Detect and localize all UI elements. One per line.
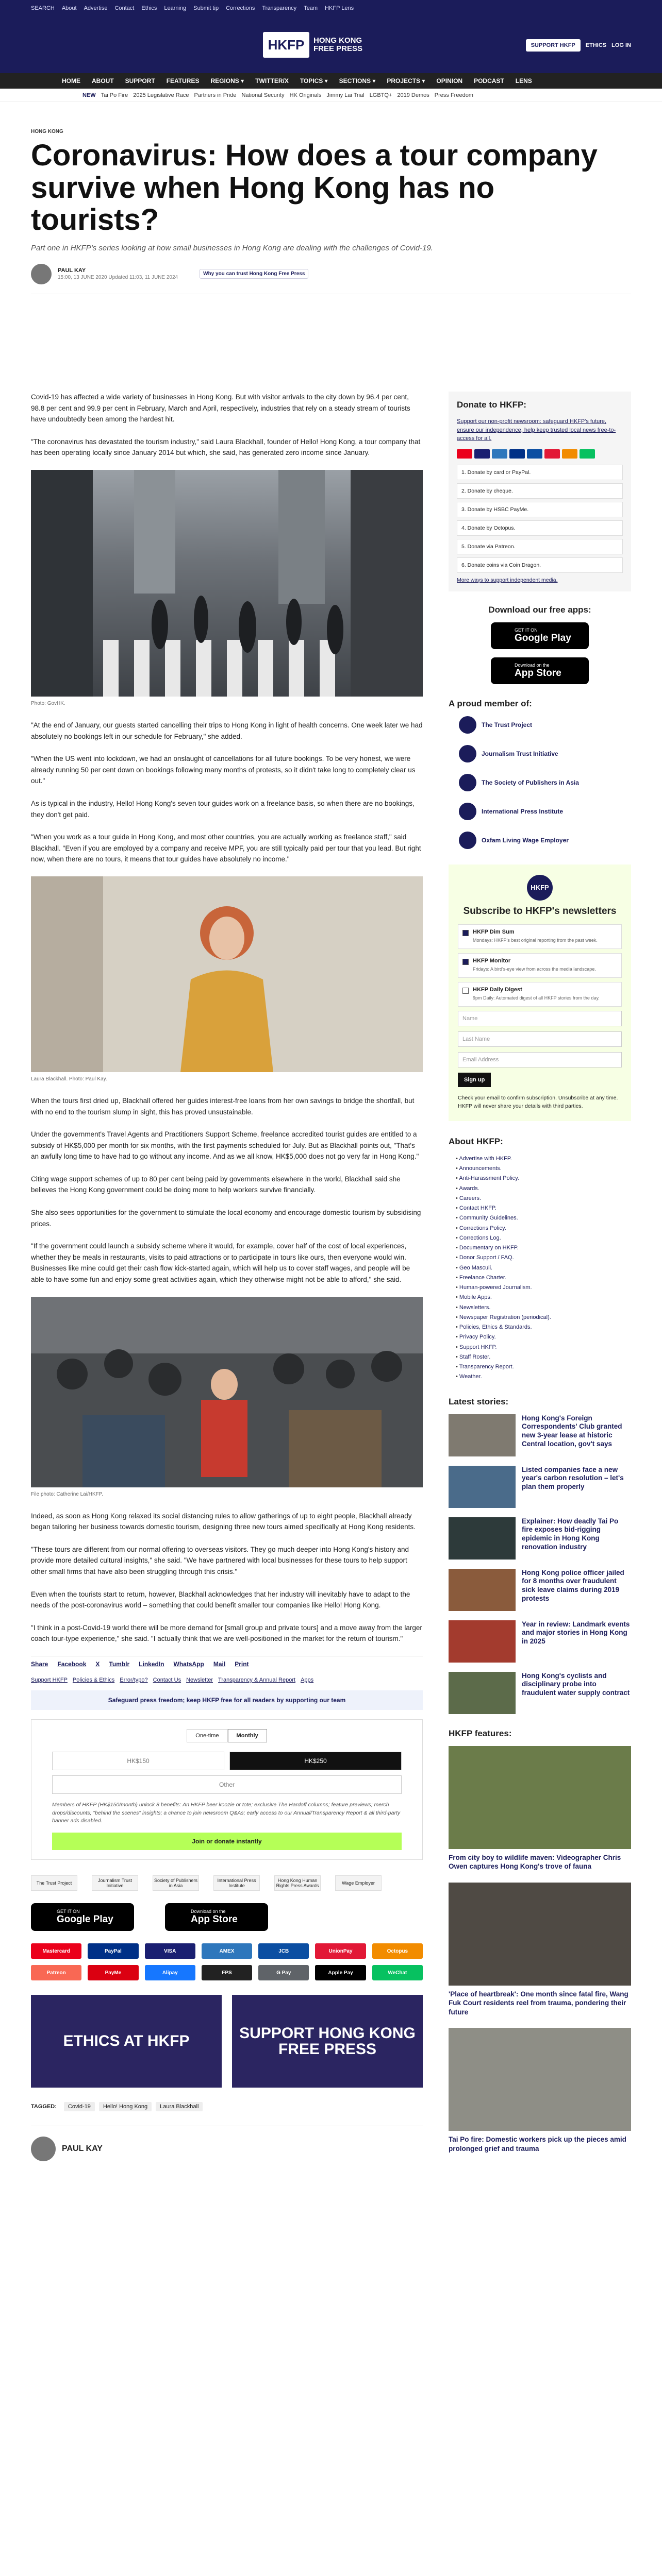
tag-label: TAGGED: [31,2104,57,2110]
photo-illustration [31,470,423,697]
share-tumblr[interactable]: Tumblr [109,1660,130,1668]
newsletter-title: Subscribe to HKFP's newsletters [463,905,617,917]
org-logo-icon [459,832,476,849]
story-thumbnail[interactable] [449,1569,516,1611]
org-logo-icon [459,774,476,791]
donate-text[interactable]: Support our non-profit newsroom: safeguard HKFP's future, ensure our independence, help keep trusted local news free-to-access for all. [457,418,616,442]
about-link[interactable]: • Corrections Log. [456,1233,631,1243]
story-title[interactable]: Hong Kong police officer jailed for 8 months over fraudulent sick leave claims during 2019 protests [522,1568,624,1603]
footer-link[interactable]: Error/typo? [120,1676,148,1683]
newsletter-desc: Fridays: A bird's-eye view from across the media landscape. [473,967,596,972]
share-whatsapp[interactable]: WhatsApp [173,1660,204,1668]
paragraph: "These tours are different from our normal offering to overseas visitors. They go much deeper into Hong Kong's history and provide more detailed cultural insights," she said. "We have partnered with local businesses for these tours to help support other small firms that have also been struggling through this crisis." [31,1545,409,1575]
about-link[interactable]: • Weather. [456,1372,631,1382]
crowd-photo [31,1297,423,1487]
nav-item[interactable]: TOPICS ▾ [300,77,328,84]
newsletter-name: HKFP Monitor [473,958,511,964]
app-store-buttons [31,1903,423,1931]
trust-link[interactable]: Why you can trust Hong Kong Free Press [200,269,308,279]
author-box-name[interactable]: PAUL KAY [62,2144,103,2154]
safeguard-banner[interactable]: Safeguard press freedom; keep HKFP free for all readers by supporting our team [31,1690,423,1710]
checkbox[interactable] [462,959,469,965]
card-logos [457,449,623,459]
about-link[interactable]: • Geo Masculi. [456,1263,631,1273]
story-title[interactable]: Listed companies face a new year's carbon resolution – let's plan them properly [522,1465,624,1491]
newsletter-name: HKFP Dim Sum [473,929,515,936]
story-thumbnail[interactable] [449,1620,516,1663]
donation-widget [31,1719,423,1860]
promo-banners [31,1995,423,2088]
payment-logo-icon: AMEX [202,1943,252,1959]
payment-logo-icon: G Pay [258,1965,309,1980]
nav-item[interactable]: HOME [62,77,80,84]
topbar-link[interactable]: Corrections [226,5,255,11]
share-facebook[interactable]: Facebook [57,1660,87,1668]
tag[interactable]: Hello! Hong Kong [99,2102,152,2111]
payment-logo-icon: JCB [258,1943,309,1959]
store-small: Download on the [515,662,550,668]
member-org[interactable] [459,745,631,762]
trending-item[interactable]: Partners in Pride [194,92,237,98]
checkbox[interactable] [462,988,469,994]
nav-item[interactable]: ABOUT [92,77,114,84]
membership-benefits: Members of HKFP (HK$150/month) unlock 8 benefits: An HKFP beer koozie or tote; exclusive The Hardoff columns; feature previews; merch drops/discounts; "behind the scenes" insights; a chance to join newsroom Q&As; early access to our Annual/Transparency Report & all third-party banner ads disabled. [52,1801,401,1824]
footer-link[interactable]: Support HKFP [31,1676,68,1683]
topbar-link[interactable]: Advertise [84,5,108,11]
paragraph: Even when the tourists start to return, however, Blackhall acknowledges that her industry will inevitably have to adapt to the needs of the post-coronavirus world – something that could benefit smaller tour companies like Hello! Hong Kong. [31,1590,410,1609]
feature-thumbnail[interactable] [449,1883,631,1986]
ethics-link[interactable]: ETHICS [585,42,607,48]
story-item[interactable] [449,1517,631,1560]
badge[interactable]: Journalism Trust Initiative [92,1875,138,1891]
google-play-button[interactable] [491,622,589,649]
story-item[interactable] [449,1672,631,1714]
share-label: Share [31,1660,48,1668]
topbar-link[interactable]: Team [304,5,318,11]
visa-icon [474,449,490,459]
nav-item[interactable]: PROJECTS ▾ [387,77,425,84]
trending-item[interactable]: 2019 Demos [397,92,429,98]
amount-option-other[interactable]: Other [52,1775,402,1794]
payment-logo-icon: Mastercard [31,1943,81,1959]
topbar-link[interactable]: Transparency [262,5,297,11]
features-list [449,1746,631,2154]
donate-option[interactable]: 2. Donate by cheque. [457,483,623,499]
newsletter-desc: 9pm Daily: Automated digest of all HKFP stories from the day. [473,995,600,1001]
story-thumbnail[interactable] [449,1517,516,1560]
wechat-icon [580,449,595,459]
story-title[interactable]: Explainer: How deadly Tai Po fire exposes bid-rigging epidemic in Hong Kong renovation industry [522,1517,619,1551]
nav-item[interactable]: SECTIONS ▾ [339,77,376,84]
one-time-tab[interactable]: One-time [187,1729,227,1742]
tag[interactable]: Covid-19 [64,2102,95,2111]
about-link[interactable]: • Advertise with HKFP. [456,1154,631,1164]
footer-link[interactable]: Contact Us [153,1676,181,1683]
topbar-link[interactable]: Ethics [141,5,157,11]
newsletter-name: HKFP Daily Digest [473,987,522,993]
trending-item[interactable]: LGBTQ+ [369,92,392,98]
topbar-link[interactable]: Learning [164,5,187,11]
article-body [31,392,423,2161]
author-avatar [31,264,52,284]
payment-logo-icon: PayMe [88,1965,138,1980]
join-button[interactable]: Join or donate instantly [52,1833,402,1850]
badge[interactable]: International Press Institute [213,1875,260,1891]
newsletter-option[interactable] [458,953,622,978]
about-link[interactable]: • Freelance Charter. [456,1273,631,1283]
top-utility-bar [0,0,662,16]
footer-link[interactable]: Newsletter [186,1676,213,1683]
member-org-name: The Society of Publishers in Asia [482,778,579,786]
support-hkfp-button[interactable]: SUPPORT HKFP [526,39,581,52]
story-title[interactable]: Hong Kong's Foreign Correspondents' Club granted new 3-year lease at historic Central location, gov't says [522,1414,622,1448]
trending-label: NEW [82,92,96,98]
nav-item[interactable]: TWITTER/X [255,77,289,84]
about-link[interactable]: • Donor Support / FAQ. [456,1253,631,1263]
story-item[interactable] [449,1620,631,1663]
share-linkedin[interactable]: LinkedIn [139,1660,164,1668]
portrait-illustration [31,876,423,1072]
article-header [31,129,631,294]
footer-links [31,1677,423,1683]
nav-item[interactable]: PODCAST [474,77,504,84]
sidebar [449,392,631,2164]
nav-item[interactable]: SUPPORT [125,77,155,84]
membership-badges [31,1875,423,1891]
more-ways-link[interactable]: More ways to support independent media. [457,577,558,583]
paragraph: "When you work as a tour guide in Hong Kong, and most other countries, you are actually working as freelance staff," said Blackhall. "Even if you are employed by a company and receive MPF, you are still typically paid per tour that you lead. But right now, when there are no tours, it means that tour guides have absolutely no income." [31,833,421,863]
author-name[interactable]: PAUL KAY [58,267,86,274]
story-item[interactable] [449,1414,631,1456]
nav-item[interactable]: LENS [515,77,532,84]
org-logo-icon [459,803,476,820]
paragraph: Indeed, as soon as Hong Kong relaxed its social distancing rules to allow gatherings of up to eight people, Blackhall already began tailoring her business towards domestic tourism, designing three new tours aimed specifically at Hong Kong residents. [31,1512,416,1531]
mastercard-icon [457,449,472,459]
story-item[interactable] [449,1569,631,1611]
payment-logo-icon: VISA [145,1943,195,1959]
support-promo[interactable]: SUPPORT HONG KONG FREE PRESS [232,1995,423,2088]
newsletter-option[interactable] [458,924,622,949]
topbar-link[interactable]: Contact [114,5,135,11]
paragraph: "At the end of January, our guests started cancelling their trips to Hong Kong in light of health concerns. One week later we had absolutely no bookings left in our schedule for February," she added. [31,721,423,740]
footer-link[interactable]: Policies & Ethics [72,1676,115,1683]
story-title[interactable]: Hong Kong's cyclists and disciplinary probe into fraudulent water supply contract [522,1671,630,1697]
nav-item[interactable]: REGIONS ▾ [210,77,244,84]
ethics-promo[interactable]: ETHICS AT HKFP [31,1995,222,2088]
about-title: About HKFP: [449,1136,503,1146]
amex-icon [492,449,507,459]
badge[interactable]: Hong Kong Human Rights Press Awards [274,1875,321,1891]
jcb-icon [527,449,542,459]
badge[interactable]: The Trust Project [31,1875,77,1891]
trending-item[interactable]: Tai Po Fire [101,92,128,98]
logo-line2: FREE PRESS [313,44,363,53]
share-mail[interactable]: Mail [213,1660,226,1668]
member-org-name: Oxfam Living Wage Employer [482,836,569,844]
site-logo[interactable] [263,32,362,58]
trending-item[interactable]: Jimmy Lai Trial [326,92,365,98]
paragraph: Covid-19 has affected a wide variety of businesses in Hong Kong. But with visitor arrivals to the city down by 96.4 per cent, 98.8 per cent and 99.9 per cent in February, March and April, respectively, industries that rely on a steady stream of tourists have undoubtedly been among the hardest hit. [31,393,410,423]
store-big: Google Play [515,632,571,643]
logo-text [313,37,362,54]
paragraph: Under the government's Travel Agents and Practitioners Support Scheme, freelance accredited tourist guides are entitled to a subsidy of HK$5,000 per month for six months, with the first payments scheduled for July. But as Blackhall points out, "That's an awfully long time to have had to go without any income. And as we all know, HK$5,000 does not go very far in Hong Kong." [31,1130,419,1161]
about-link[interactable]: • Mobile Apps. [456,1293,631,1302]
site-header [0,16,662,73]
store-small: GET IT ON [57,1909,80,1914]
about-link[interactable]: • Human-powered Journalism. [456,1283,631,1293]
article-title: Coronavirus: How does a tour company survive when Hong Kong has no tourists? [31,139,598,237]
trending-item[interactable]: National Security [241,92,285,98]
paypal-icon [509,449,525,459]
store-big: Google Play [57,1914,113,1925]
app-store-button[interactable] [491,657,589,684]
about-list [456,1154,631,1382]
paragraph: "I think in a post-Covid-19 world there will be more demand for [small group and private tours] and a move away from the larger coach tour-type experience," she said. "I actually think that we are well-positioned in the market for the return of tourism." [31,1623,422,1643]
feature-thumbnail[interactable] [449,1746,631,1849]
newsletter-option[interactable] [458,982,622,1007]
paragraph: "When the US went into lockdown, we had an onslaught of cancellations for all future bookings. To be very honest, we were already running 50 per cent down on bookings following many months of protests, so it didn't take long to completely clear us out." [31,755,416,785]
story-item[interactable] [449,1466,631,1508]
member-org[interactable] [459,774,631,791]
member-org-name: Journalism Trust Initiative [482,750,558,757]
payment-logo-icon: FPS [202,1965,252,1980]
app-store-button[interactable] [165,1903,268,1931]
org-logo-icon [459,745,476,762]
paragraph: When the tours first dried up, Blackhall offered her guides interest-free loans from her own savings to bridge the shortfall, but with no end to the tourism slump in sight, this has proved unsustainable. [31,1096,415,1116]
footer-link[interactable]: Transparency & Annual Report [218,1676,296,1683]
breadcrumb[interactable]: HONG KONG [31,129,63,134]
feature-thumbnail[interactable] [449,2028,631,2131]
author-box [31,2126,423,2161]
member-title: A proud member of: [449,698,532,708]
byline [31,264,631,294]
payment-logo-icon: Octopus [372,1943,423,1959]
email-input[interactable]: Email Address [458,1052,622,1067]
about-link[interactable]: • Documentary on HKFP. [456,1243,631,1253]
payment-logos [31,1943,423,1980]
badge[interactable]: Society of Publishers in Asia [153,1875,199,1891]
octopus-icon [562,449,577,459]
story-thumbnail[interactable] [449,1466,516,1508]
share-x[interactable]: X [95,1660,100,1668]
store-small: Download on the [191,1909,226,1914]
main-nav [0,73,662,89]
donate-option[interactable]: 6. Donate coins via Coin Dragon. [457,557,623,573]
latest-stories [449,1414,631,1714]
header-actions [526,39,631,52]
article-dek: Part one in HKFP's series looking at how small businesses in Hong Kong are dealing with the challenges of Covid-19. [31,243,433,252]
about-link[interactable]: • Staff Roster. [456,1352,631,1362]
paragraph: Citing wage support schemes of up to 80 per cent being paid by governments elsewhere in the world, Blackhall said she believes the Hong Kong government could be doing more to help workers survive financially. [31,1175,401,1194]
newsletter-desc: Mondays: HKFP's best original reporting from the past week. [473,938,598,943]
payment-logo-icon: Patreon [31,1965,81,1980]
store-big: App Store [191,1914,238,1925]
frequency-toggle [52,1729,402,1742]
donate-option[interactable]: 3. Donate by HSBC PayMe. [457,502,623,517]
donate-option[interactable]: 1. Donate by card or PayPal. [457,465,623,480]
about-link[interactable]: • Support HKFP. [456,1343,631,1352]
about-link[interactable]: • Transparency Report. [456,1362,631,1372]
paragraph: She also sees opportunities for the government to stimulate the local economy and encourage domestic tourism by subsidising prices. [31,1209,421,1228]
about-link[interactable]: • Corrections Policy. [456,1224,631,1233]
laura-blackhall-photo [31,876,423,1072]
author-avatar [31,2137,56,2161]
amount-option-selected[interactable]: HK$250 [229,1752,402,1770]
nav-item[interactable]: FEATURES [166,77,200,84]
donate-card [449,392,631,591]
about-link[interactable]: • Newsletters. [456,1303,631,1313]
donate-option[interactable]: 5. Donate via Patreon. [457,539,623,554]
logo-line1: HONG KONG [313,36,362,45]
about-link[interactable]: • Community Guidelines. [456,1213,631,1223]
name-input[interactable]: Name [458,1011,622,1026]
payment-logo-icon: PayPal [88,1943,138,1959]
stories-title: Latest stories: [449,1396,509,1406]
photo-caption: Photo: GovHK. [31,700,65,706]
about-link[interactable]: • Awards. [456,1184,631,1194]
topbar-link[interactable]: HKFP Lens [325,5,354,11]
member-org-name: The Trust Project [482,721,533,728]
newsletter-note: Check your email to confirm subscription. Unsubscribe at any time. HKFP will never share your details with third parties. [458,1095,618,1110]
newsletter-signup [449,865,631,1121]
share-print[interactable]: Print [235,1660,249,1668]
about-link[interactable]: • Policies, Ethics & Standards. [456,1323,631,1332]
donate-option[interactable]: 4. Donate by Octopus. [457,520,623,536]
crowd-illustration [31,1297,423,1487]
story-thumbnail[interactable] [449,1414,516,1456]
amount-option[interactable]: HK$150 [52,1752,224,1770]
monthly-tab[interactable]: Monthly [228,1729,267,1742]
trending-bar [0,89,662,102]
about-link[interactable]: • Privacy Policy. [456,1332,631,1342]
store-small: GET IT ON [515,627,538,633]
story-thumbnail[interactable] [449,1672,516,1714]
paragraph: "The coronavirus has devastated the tourism industry," said Laura Blackhall, founder of Hello! Hong Kong, a tour company that has been operating locally since January 2014 but which, she said, has generated zero income since January. [31,437,421,457]
photo-caption: Laura Blackhall. Photo: Paul Kay. [31,1076,107,1082]
features-title: HKFP features: [449,1728,512,1738]
topbar-link[interactable]: Submit tip [193,5,219,11]
feature-title[interactable]: Tai Po fire: Domestic workers pick up the pieces amid prolonged grief and trauma [449,2136,626,2153]
about-link[interactable]: • Anti-Harassment Policy. [456,1174,631,1183]
checkbox[interactable] [462,930,469,936]
trending-item[interactable]: 2025 Legislative Race [133,92,189,98]
member-org[interactable] [459,716,631,734]
member-org-name: International Press Institute [482,807,564,815]
payment-logo-icon: UnionPay [315,1943,366,1959]
topbar-link[interactable]: About [61,5,77,11]
about-link[interactable]: • Announcements. [456,1164,631,1174]
newsletter-logo: HKFP [527,875,553,901]
member-org[interactable] [459,832,631,849]
member-org[interactable] [459,803,631,820]
tag[interactable]: Laura Blackhall [156,2102,203,2111]
tag-list [31,2102,423,2111]
member-list [459,716,631,849]
footer-link[interactable]: Apps [301,1676,314,1683]
payment-logo-icon: Apple Pay [315,1965,366,1980]
topbar-link[interactable]: SEARCH [31,5,55,11]
apps-title: Download our free apps: [488,604,591,615]
publish-dates: 15:00, 13 JUNE 2020 Updated 11:03, 11 JUNE 2024 [58,275,178,281]
paragraph: "If the government could launch a subsidy scheme where it would, for example, cover half of the cost of local experiences, whether they be meals in restaurants, visits to paid attractions or to participate in tours like ours, then everyone would win. Businesses like mine could get their cash flow kick-started again, which will help us to cover staff wages, and people will be able to have some fun and enjoy some great activities again, which they otherwise might not be able to afford," she said. [31,1242,410,1284]
org-logo-icon [459,716,476,734]
last-name-input[interactable]: Last Name [458,1031,622,1047]
badge[interactable]: Wage Employer [335,1875,382,1891]
about-link[interactable]: • Careers. [456,1194,631,1204]
google-play-button[interactable] [31,1903,134,1931]
donate-title: Donate to HKFP: [457,400,527,410]
sidebar-app-buttons [449,622,631,684]
photo-caption: File photo: Catherine Lai/HKFP. [31,1491,103,1497]
payment-logo-icon: Alipay [145,1965,195,1980]
amount-options [52,1752,402,1794]
trending-item[interactable]: HK Originals [289,92,322,98]
store-big: App Store [515,667,561,679]
nav-item[interactable]: OPINION [436,77,463,84]
trending-item[interactable]: Press Freedom [434,92,473,98]
logo-mark: HKFP [263,32,309,58]
signup-button[interactable]: Sign up [458,1073,491,1087]
paragraph: As is typical in the industry, Hello! Hong Kong's seven tour guides work on a freelance basis, so when there are no bookings, they don't get paid. [31,799,415,819]
about-link[interactable]: • Contact HKFP. [456,1204,631,1213]
story-title[interactable]: Year in review: Landmark events and major stories in Hong Kong in 2025 [522,1620,630,1646]
street-crossing-photo [31,470,423,697]
feature-title[interactable]: 'Place of heartbreak': One month since fatal fire, Wang Fuk Court residents reel from trauma, pondering their future [449,1990,628,2016]
payment-logo-icon: WeChat [372,1965,423,1980]
login-link[interactable]: LOG IN [611,42,631,48]
donate-options [457,465,623,573]
unionpay-icon [544,449,560,459]
share-bar [31,1656,423,1668]
about-link[interactable]: • Newspaper Registration (periodical). [456,1313,631,1323]
feature-title[interactable]: From city boy to wildlife maven: Videographer Chris Owen captures Hong Kong's trove of fauna [449,1853,621,1871]
